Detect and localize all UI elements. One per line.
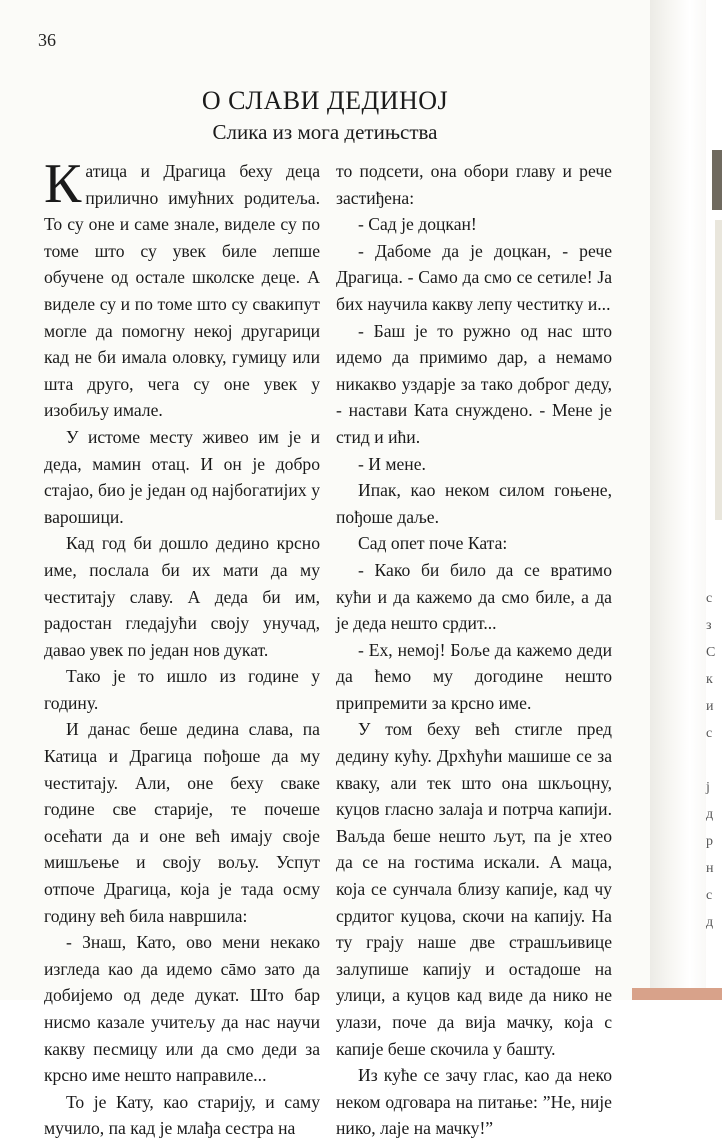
story-title: О СЛАВИ ДЕДИНОЈ — [201, 86, 449, 115]
margin-letter: р — [706, 834, 713, 849]
paragraph: Кад год би дошло дедино крсно име, послала би их мати да му честитају славу. А деда би им, радостан гледајући своју унучад, давао увек по један нов дукат. — [44, 533, 320, 660]
right-text-column — [336, 158, 612, 1142]
margin-letter — [706, 936, 722, 963]
paragraph: Ипак, као неком силом гоњене, пођоше даље. — [336, 480, 612, 527]
story-subtitle: Слика из мога детињства — [212, 120, 438, 144]
drop-cap: К — [44, 153, 82, 215]
margin-letter: с — [706, 591, 713, 606]
margin-letter: к — [706, 672, 713, 687]
paragraph: И данас беше дедина слава, па Катица и Драгица пођоше да му честитају. Али, оне беху сваке године све старије, те почеше осећати да и оне већ имају своје мишљење и своју вољу. Успут отпоче Драгица, која је тада осму годину већ била навршила: — [44, 719, 320, 926]
margin-letter — [706, 747, 722, 774]
margin-letter: ј — [706, 780, 710, 795]
paragraph: - И мене. — [358, 453, 426, 474]
spine-highlight — [715, 220, 722, 520]
paragraph: - Баш је то ружно од нас што идемо да примимо дар, а немамо никакво уздарје за тако доброг деду, - настави Ката снуждено. - Мене је стид и ићи. — [336, 320, 612, 447]
margin-letter: д — [706, 807, 714, 822]
next-page-margin-text — [706, 585, 722, 985]
paragraph: У истоме месту живео им је и деда, мамин отац. И он је добро стајао, био је један од најбогатијих у варошици. — [44, 426, 320, 527]
margin-letter: с — [706, 726, 713, 741]
left-text-column — [44, 153, 320, 1142]
paragraph: Тако је то ишло из године у годину. — [44, 666, 320, 713]
margin-letter: С — [706, 645, 716, 660]
spine-shadow — [712, 150, 722, 210]
paragraph: Сад опет поче Ката: — [358, 533, 508, 554]
margin-letter: з — [706, 618, 712, 633]
page-number: 36 — [38, 30, 56, 50]
cover-edge — [632, 988, 722, 1000]
margin-letter: н — [706, 861, 714, 876]
paragraph: - Знаш, Като, ово мени некако изгледа као да идемо сāмо зато да добијемо од деде дукат. Што бар нисмо казале учитељу да нас научи какву песмицу или да смо деди за крсно име нешто направиле... — [44, 932, 320, 1086]
paragraph: то подсети, она обори главу и рече застиђена: — [336, 161, 612, 208]
paragraph: - Ех, немој! Боље да кажемо деди да ћемо му догодине нешто припремити за крсно име. — [336, 639, 612, 713]
paragraph: - Сад је доцкан! — [358, 214, 477, 235]
margin-letter: с — [706, 888, 713, 903]
paragraph: У том беху већ стигле пред дедину кућу. Дрхћући машише се за кваку, али тек што она шкљоцну, куцов гласно залаја и потрча капији. Ваљда беше нешто љут, па је хтео да се на гостима искали. А маца, која се сунчала близу капије, кад чу срдитог куцова, скочи на капију. На ту грају наше две страшљивице залупише капију и остадоше на улици, а куцов кад виде да нико не улази, поче да вија мачку, која с капије беше скочила у башту. — [336, 719, 612, 1059]
paragraph: Катица и Драгица беху деца прилично имућних родитеља. То су оне и саме знале, виделе су по томе што су увек биле лепше обучене од остале школске деце. А виделе су и по томе што су свакипут могле да помогну некој другарици кад не би имала оловку, гумицу или шта друго, чега су оне увек у изобиљу имале. — [44, 153, 320, 421]
paragraph: - Како би било да се вратимо кући и да кажемо да смо биле, а да је деда нешто срдит... — [336, 559, 612, 634]
paragraph: Из куће се зачу глас, као да неко неком одговара на питање: ”Не, није нико, лаје на мачку!” — [336, 1065, 612, 1139]
margin-letter: д — [706, 915, 714, 930]
paragraph: - Дабоме да је доцкан, - рече Драгица. - Само да смо се сетиле! Ја бих научила какву лепу честитку и... — [336, 240, 612, 314]
paragraph: То је Кату, као старију, и саму мучило, па кад је млађа сестра на — [44, 1091, 320, 1139]
margin-letter: и — [706, 699, 714, 714]
